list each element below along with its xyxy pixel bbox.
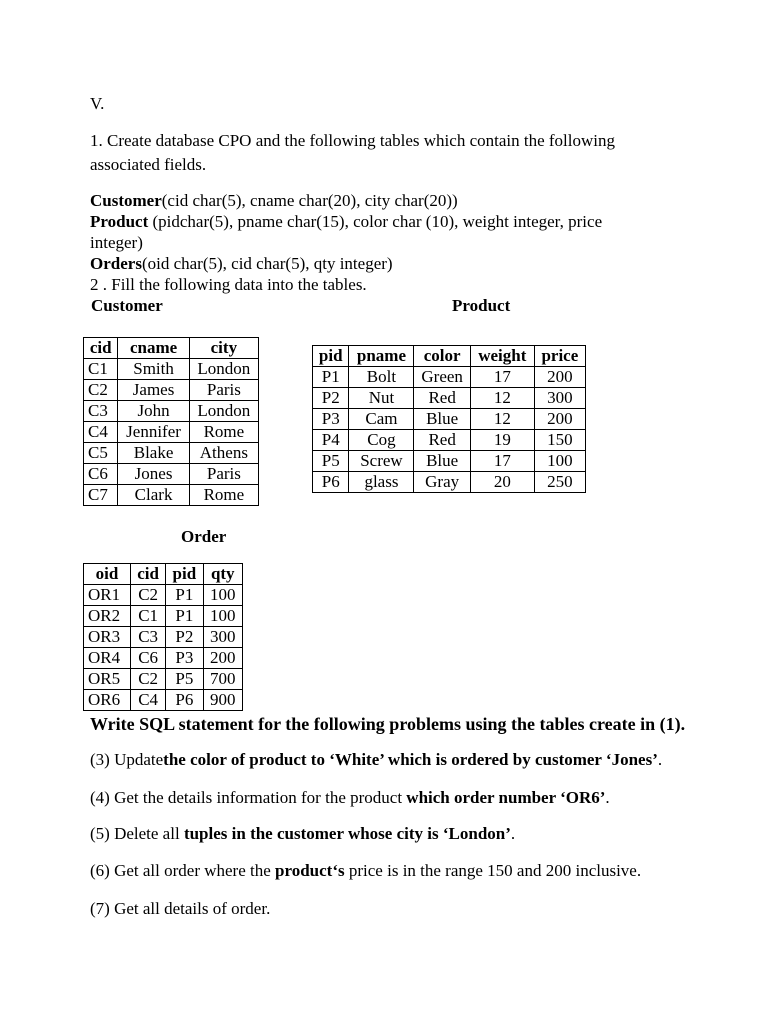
table-row	[313, 367, 586, 388]
order-col-qty: qty	[203, 564, 242, 585]
section-marker: V.	[90, 94, 105, 113]
table-row	[313, 472, 586, 493]
product-col-pid: pid	[313, 346, 349, 367]
table-cell: Red	[414, 388, 470, 409]
table-cell: P1	[313, 367, 349, 388]
question-3-prefix: (3) Update	[90, 750, 164, 769]
table-cell: C2	[131, 585, 166, 606]
schema-orders	[90, 254, 393, 274]
question-6-prefix: (6) Get all order where the	[90, 861, 276, 880]
schema-customer-fields: (cid char(5), cname char(20), city char(20))	[161, 191, 458, 210]
table-cell: P2	[166, 627, 203, 648]
schema-customer	[90, 191, 458, 211]
order-table-title: Order	[181, 527, 227, 546]
table-row	[84, 627, 243, 648]
question-5-prefix: (5) Delete all	[90, 824, 184, 843]
table-row	[313, 388, 586, 409]
customer-table-title: Customer	[91, 296, 163, 315]
product-table	[312, 345, 586, 493]
table-cell: Athens	[189, 443, 258, 464]
table-cell: London	[189, 359, 258, 380]
question-6-body: product‘s	[275, 861, 345, 880]
table-cell: Clark	[118, 485, 189, 506]
schema-customer-name: Customer	[90, 191, 162, 210]
question-7: (7) Get all details of order.	[90, 899, 271, 918]
table-cell: James	[118, 380, 189, 401]
table-cell: Blake	[118, 443, 189, 464]
question-5-body: tuples in the customer whose city is ‘London’	[183, 824, 511, 843]
table-cell: London	[189, 401, 258, 422]
table-cell: 200	[534, 367, 585, 388]
question-6	[90, 861, 641, 881]
table-row	[313, 451, 586, 472]
table-cell: OR6	[84, 690, 131, 711]
table-cell: 17	[470, 367, 534, 388]
product-table-header-row	[313, 346, 586, 367]
question-3-body: the color of product to ‘White’ which is ordered by customer ‘Jones’	[163, 750, 658, 769]
table-cell: C6	[84, 464, 118, 485]
schema-orders-name: Orders	[90, 254, 142, 273]
customer-table-header-row	[84, 338, 259, 359]
table-cell: Green	[414, 367, 470, 388]
table-cell: P4	[313, 430, 349, 451]
table-cell: C3	[84, 401, 118, 422]
table-row	[84, 443, 259, 464]
question-2: 2 . Fill the following data into the tables.	[90, 275, 367, 294]
question-1-line-2: associated fields.	[90, 155, 207, 174]
table-cell: OR2	[84, 606, 131, 627]
table-row	[84, 606, 243, 627]
question-6-suffix: price is in the range 150 and 200 inclusive.	[344, 861, 642, 880]
table-cell: 100	[203, 606, 242, 627]
table-row	[84, 485, 259, 506]
schema-orders-fields: (oid char(5), cid char(5), qty integer)	[141, 254, 393, 273]
table-row	[313, 409, 586, 430]
question-4-body: which order number ‘OR6’	[406, 788, 606, 807]
table-cell: C2	[131, 669, 166, 690]
table-cell: 150	[534, 430, 585, 451]
table-cell: 200	[534, 409, 585, 430]
schema-product-fields-1: (pidchar(5), pname char(15), color char (10), weight integer, price	[148, 212, 603, 231]
table-cell: P5	[313, 451, 349, 472]
table-cell: 20	[470, 472, 534, 493]
customer-col-city: city	[189, 338, 258, 359]
table-cell: 250	[534, 472, 585, 493]
product-table-title: Product	[452, 296, 511, 315]
table-cell: Blue	[414, 409, 470, 430]
question-3-suffix: .	[657, 750, 663, 769]
question-1-line-1: 1. Create database CPO and the following tables which contain the following	[90, 131, 615, 150]
question-3	[90, 750, 662, 770]
table-cell: 17	[470, 451, 534, 472]
table-cell: 19	[470, 430, 534, 451]
table-cell: Paris	[189, 380, 258, 401]
table-cell: Cog	[349, 430, 414, 451]
table-row	[84, 690, 243, 711]
question-4	[90, 788, 610, 808]
product-col-color: color	[414, 346, 470, 367]
table-cell: John	[118, 401, 189, 422]
schema-product-fields-2: integer)	[90, 233, 143, 252]
table-row	[84, 585, 243, 606]
table-row	[84, 464, 259, 485]
question-4-suffix: .	[605, 788, 610, 807]
table-cell: OR1	[84, 585, 131, 606]
table-cell: OR3	[84, 627, 131, 648]
table-row	[84, 648, 243, 669]
table-cell: Jennifer	[118, 422, 189, 443]
table-cell: Rome	[189, 485, 258, 506]
table-cell: P6	[313, 472, 349, 493]
table-cell: 12	[470, 409, 534, 430]
order-table	[83, 563, 243, 711]
table-cell: C5	[84, 443, 118, 464]
question-5	[90, 824, 515, 844]
table-row	[84, 422, 259, 443]
table-cell: P2	[313, 388, 349, 409]
table-cell: 700	[203, 669, 242, 690]
sql-instruction: Write SQL statement for the following problems using the tables create in (1).	[90, 714, 686, 734]
table-cell: Gray	[414, 472, 470, 493]
table-cell: Jones	[118, 464, 189, 485]
order-col-cid: cid	[131, 564, 166, 585]
table-cell: Cam	[349, 409, 414, 430]
table-cell: C6	[131, 648, 166, 669]
table-cell: C2	[84, 380, 118, 401]
product-col-weight: weight	[470, 346, 534, 367]
product-col-pname: pname	[349, 346, 414, 367]
table-cell: Screw	[349, 451, 414, 472]
table-cell: C4	[84, 422, 118, 443]
question-4-prefix: (4) Get the details information for the product	[90, 788, 407, 807]
table-cell: P1	[166, 606, 203, 627]
table-row	[84, 401, 259, 422]
table-cell: glass	[349, 472, 414, 493]
table-cell: Bolt	[349, 367, 414, 388]
table-cell: P5	[166, 669, 203, 690]
table-cell: Blue	[414, 451, 470, 472]
table-cell: OR5	[84, 669, 131, 690]
table-cell: 12	[470, 388, 534, 409]
table-cell: P6	[166, 690, 203, 711]
table-cell: 100	[203, 585, 242, 606]
order-table-header-row	[84, 564, 243, 585]
table-row	[84, 380, 259, 401]
table-cell: C1	[84, 359, 118, 380]
table-cell: 300	[203, 627, 242, 648]
customer-col-cname: cname	[118, 338, 189, 359]
customer-col-cid: cid	[84, 338, 118, 359]
table-cell: P3	[166, 648, 203, 669]
order-col-oid: oid	[84, 564, 131, 585]
table-cell: Paris	[189, 464, 258, 485]
schema-product-name: Product	[90, 212, 149, 231]
table-cell: C1	[131, 606, 166, 627]
table-cell: OR4	[84, 648, 131, 669]
table-cell: C7	[84, 485, 118, 506]
table-row	[84, 359, 259, 380]
question-5-suffix: .	[510, 824, 516, 843]
table-cell: Nut	[349, 388, 414, 409]
schema-product	[90, 212, 602, 232]
table-cell: P1	[166, 585, 203, 606]
table-cell: P3	[313, 409, 349, 430]
table-cell: Rome	[189, 422, 258, 443]
table-cell: 100	[534, 451, 585, 472]
table-cell: 200	[203, 648, 242, 669]
product-col-price: price	[534, 346, 585, 367]
order-col-pid: pid	[166, 564, 203, 585]
table-row	[313, 430, 586, 451]
table-row	[84, 669, 243, 690]
customer-table	[83, 337, 259, 506]
table-cell: 300	[534, 388, 585, 409]
table-cell: Red	[414, 430, 470, 451]
table-cell: 900	[203, 690, 242, 711]
table-cell: C3	[131, 627, 166, 648]
table-cell: C4	[131, 690, 166, 711]
table-cell: Smith	[118, 359, 189, 380]
